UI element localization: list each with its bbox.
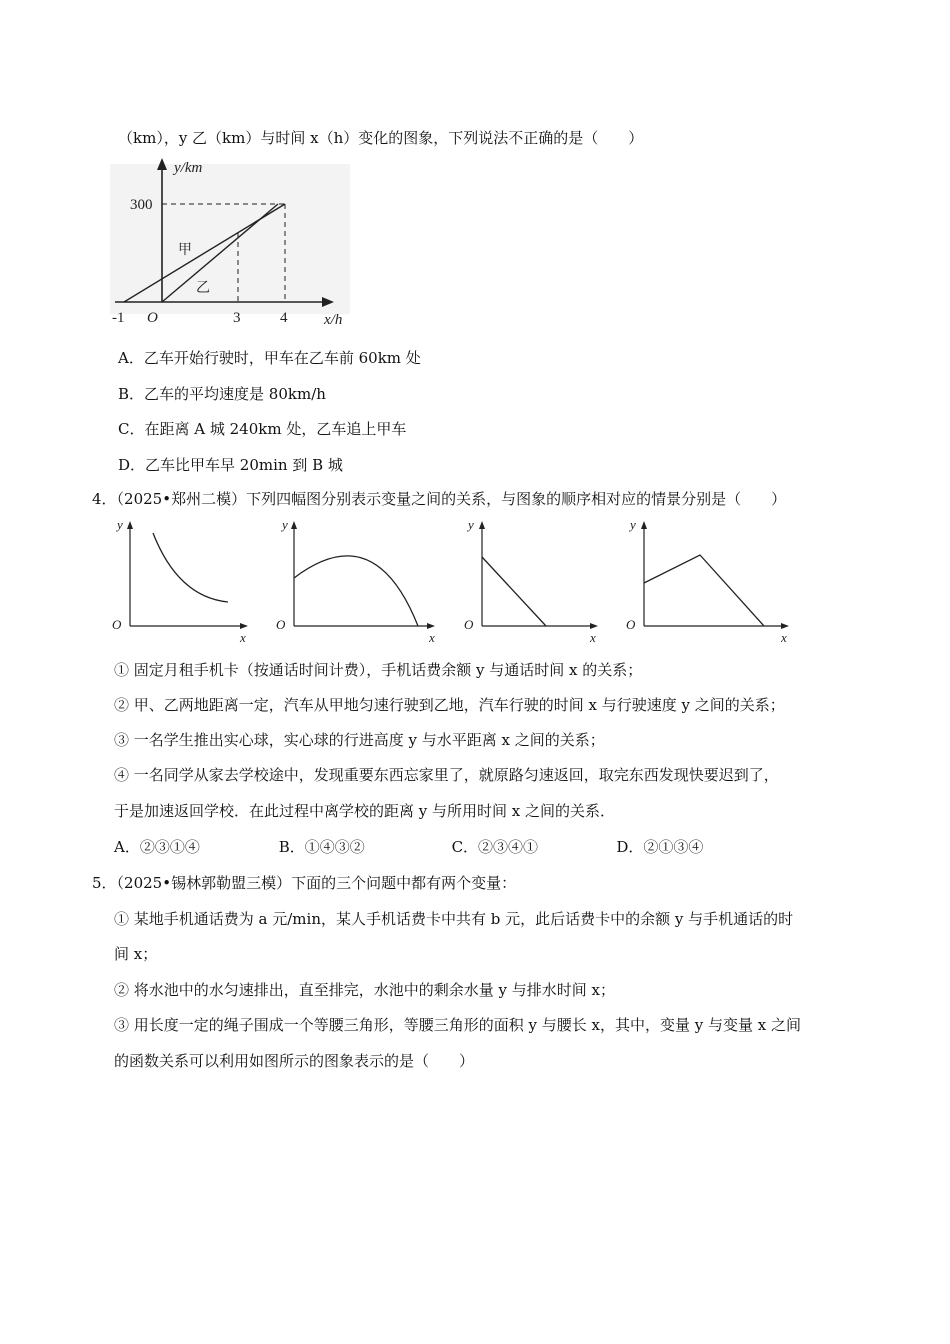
- y-tick-300: 300: [130, 197, 153, 213]
- q3-option-b: B．乙车的平均速度是 80km/h: [118, 385, 326, 403]
- q4-graph-1: [108, 515, 256, 645]
- q4-option-a: A．②③①④: [114, 838, 200, 856]
- x-label: x: [240, 630, 246, 645]
- rise-fall-line: [644, 555, 764, 626]
- y-axis-arrow-icon: [127, 521, 133, 529]
- origin-label: O: [626, 617, 636, 632]
- y-axis-label: y/km: [174, 160, 203, 176]
- q4-option-b: B．①④③②: [278, 838, 365, 856]
- q3-option-c: C．在距离 A 城 240km 处，乙车追上甲车: [118, 420, 407, 438]
- x-axis-arrow-icon: [590, 623, 598, 629]
- y-axis-arrow-icon: [291, 521, 297, 529]
- decreasing-curve: [153, 533, 228, 602]
- q4-option-c: C．②③④①: [451, 838, 539, 856]
- origin-label: O: [112, 617, 122, 632]
- x-tick-4: 4: [280, 310, 288, 326]
- q5-line-4: ③ 用长度一定的绳子围成一个等腰三角形，等腰三角形的面积 y 与腰长 x，其中，变量 y 与变量 x 之间: [114, 1016, 802, 1034]
- x-label: x: [429, 630, 435, 645]
- q4-statement-2: ② 甲、乙两地距离一定，汽车从甲地匀速行驶到乙地，汽车行驶的时间 x 与行驶速度 y 之间的关系；: [114, 696, 785, 714]
- q4-option-d: D．②①③④: [616, 838, 704, 856]
- y-label: y: [468, 517, 474, 532]
- q4-options: [114, 837, 703, 857]
- q3-option-a: A．乙车开始行驶时，甲车在乙车前 60km 处: [118, 349, 421, 367]
- q5-line-2: 间 x；: [114, 945, 158, 963]
- y-axis-arrow-icon: [479, 521, 485, 529]
- q4-title: 4．（2025•郑州二模）下列四幅图分别表示变量之间的关系，与图象的顺序相对应的情景分别是（ ）: [92, 490, 787, 508]
- q3-option-d: D．乙车比甲车早 20min 到 B 城: [118, 456, 343, 474]
- x-axis-arrow-icon: [427, 623, 435, 629]
- q5-line-1: ① 某地手机通话费为 a 元/min，某人手机话费卡中共有 b 元，此后话费卡中的余额 y 与手机通话的时: [114, 910, 794, 928]
- x-axis-arrow-icon: [240, 623, 248, 629]
- x-tick-neg1: -1: [112, 310, 125, 326]
- q4-graph-3: [458, 515, 606, 645]
- q5-line-3: ② 将水池中的水匀速排出，直至排完，水池中的剩余水量 y 与排水时间 x；: [114, 981, 616, 999]
- q4-graph-4: [620, 515, 796, 645]
- x-tick-3: 3: [233, 310, 241, 326]
- q3-graph: [110, 152, 360, 330]
- x-axis-arrow-icon: [781, 623, 789, 629]
- descending-line: [482, 557, 546, 626]
- graph-background: [110, 164, 350, 314]
- x-label: x: [781, 630, 787, 645]
- y-label: y: [630, 517, 636, 532]
- line-yi-label: 乙: [196, 281, 210, 296]
- y-label: y: [117, 517, 123, 532]
- q4-statement-1: ① 固定月租手机卡（按通话时间计费），手机话费余额 y 与通话时间 x 的关系；: [114, 661, 643, 679]
- origin-label: O: [464, 617, 474, 632]
- q4-statement-3: ③ 一名学生推出实心球，实心球的行进高度 y 与水平距离 x 之间的关系；: [114, 731, 605, 749]
- q5-title: 5．（2025•锡林郭勒盟三模）下面的三个问题中都有两个变量：: [92, 874, 517, 892]
- x-label: x: [590, 630, 596, 645]
- x-axis-label: x/h: [324, 312, 343, 328]
- line-jia-label: 甲: [178, 243, 192, 258]
- parabola-curve: [294, 556, 418, 626]
- y-axis-arrow-icon: [641, 521, 647, 529]
- q3-intro: （km），y 乙（km）与时间 x（h）变化的图象，下列说法不正确的是（ ）: [118, 129, 644, 147]
- q4-statement-4: ④ 一名同学从家去学校途中，发现重要东西忘家里了，就原路匀速返回，取完东西发现快要迟到了，: [114, 766, 779, 784]
- q4-graph-2: [270, 515, 442, 645]
- q5-line-5: 的函数关系可以利用如图所示的图象表示的是（ ）: [114, 1052, 475, 1070]
- y-label: y: [282, 517, 288, 532]
- q4-statement-4-cont: 于是加速返回学校．在此过程中离学校的距离 y 与所用时间 x 之间的关系．: [114, 802, 616, 820]
- origin-label: O: [147, 310, 158, 326]
- origin-label: O: [276, 617, 286, 632]
